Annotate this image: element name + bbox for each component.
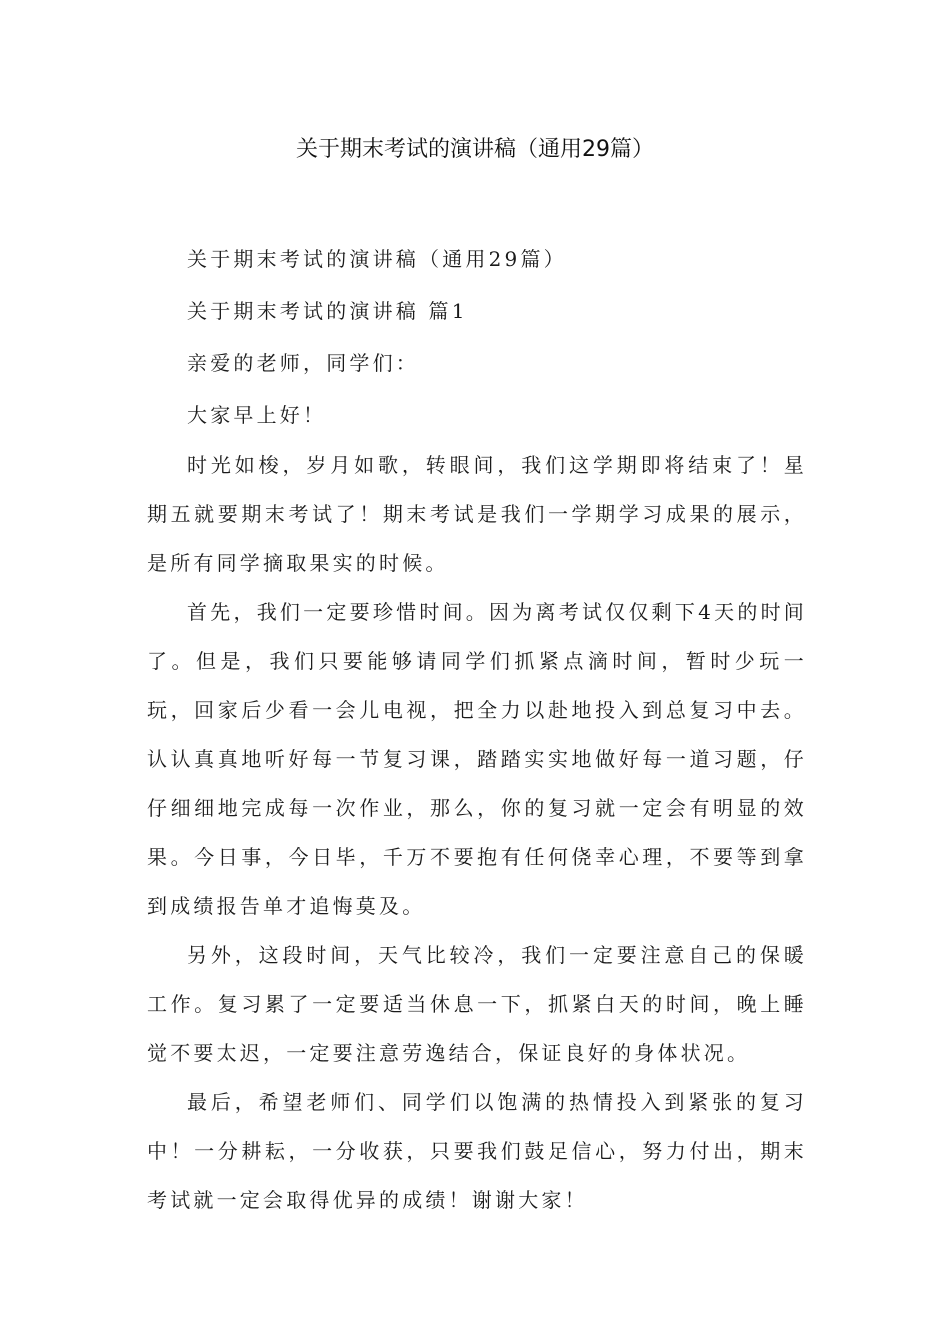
paragraph-body-2: 首先，我们一定要珍惜时间。因为离考试仅仅剩下4天的时间了。但是，我们只要能够请同学们抓紧点滴时间，暂时少玩一玩，回家后少看一会儿电视，把全力以赴地投入到总复习中去。认认真真地听好每一节复习课，踏踏实实地做好每一道习题，仔仔细细地完成每一次作业，那么，你的复习就一定会有明显的效果。今日事，今日毕，千万不要抱有任何侥幸心理，不要等到拿到成绩报告单才追悔莫及。 xyxy=(147,600,807,918)
paragraph-greeting: 大家早上好！ xyxy=(187,403,327,427)
paragraph-body-3: 另外，这段时间，天气比较冷，我们一定要注意自己的保暖工作。复习累了一定要适当休息一下，抓紧白天的时间，晚上睡觉不要太迟，一定要注意劳逸结合，保证良好的身体状况。 xyxy=(147,943,807,1065)
paragraph-body-1: 时光如梭，岁月如歌，转眼间，我们这学期即将结束了！星期五就要期末考试了！期末考试是我们一学期学习成果的展示，是所有同学摘取果实的时候。 xyxy=(147,453,807,575)
paragraph-salutation: 亲爱的老师，同学们： xyxy=(187,351,419,375)
document-title: 关于期末考试的演讲稿（通用29篇） xyxy=(296,137,654,162)
paragraph-section-heading: 关于期末考试的演讲稿 篇1 xyxy=(187,299,468,323)
paragraph-subtitle: 关于期末考试的演讲稿（通用29篇） xyxy=(187,247,567,271)
paragraph-body-4: 最后，希望老师们、同学们以饱满的热情投入到紧张的复习中！一分耕耘，一分收获，只要我们鼓足信心，努力付出，期末考试就一定会取得优异的成绩！谢谢大家！ xyxy=(147,1090,807,1212)
document-body xyxy=(147,233,807,1225)
